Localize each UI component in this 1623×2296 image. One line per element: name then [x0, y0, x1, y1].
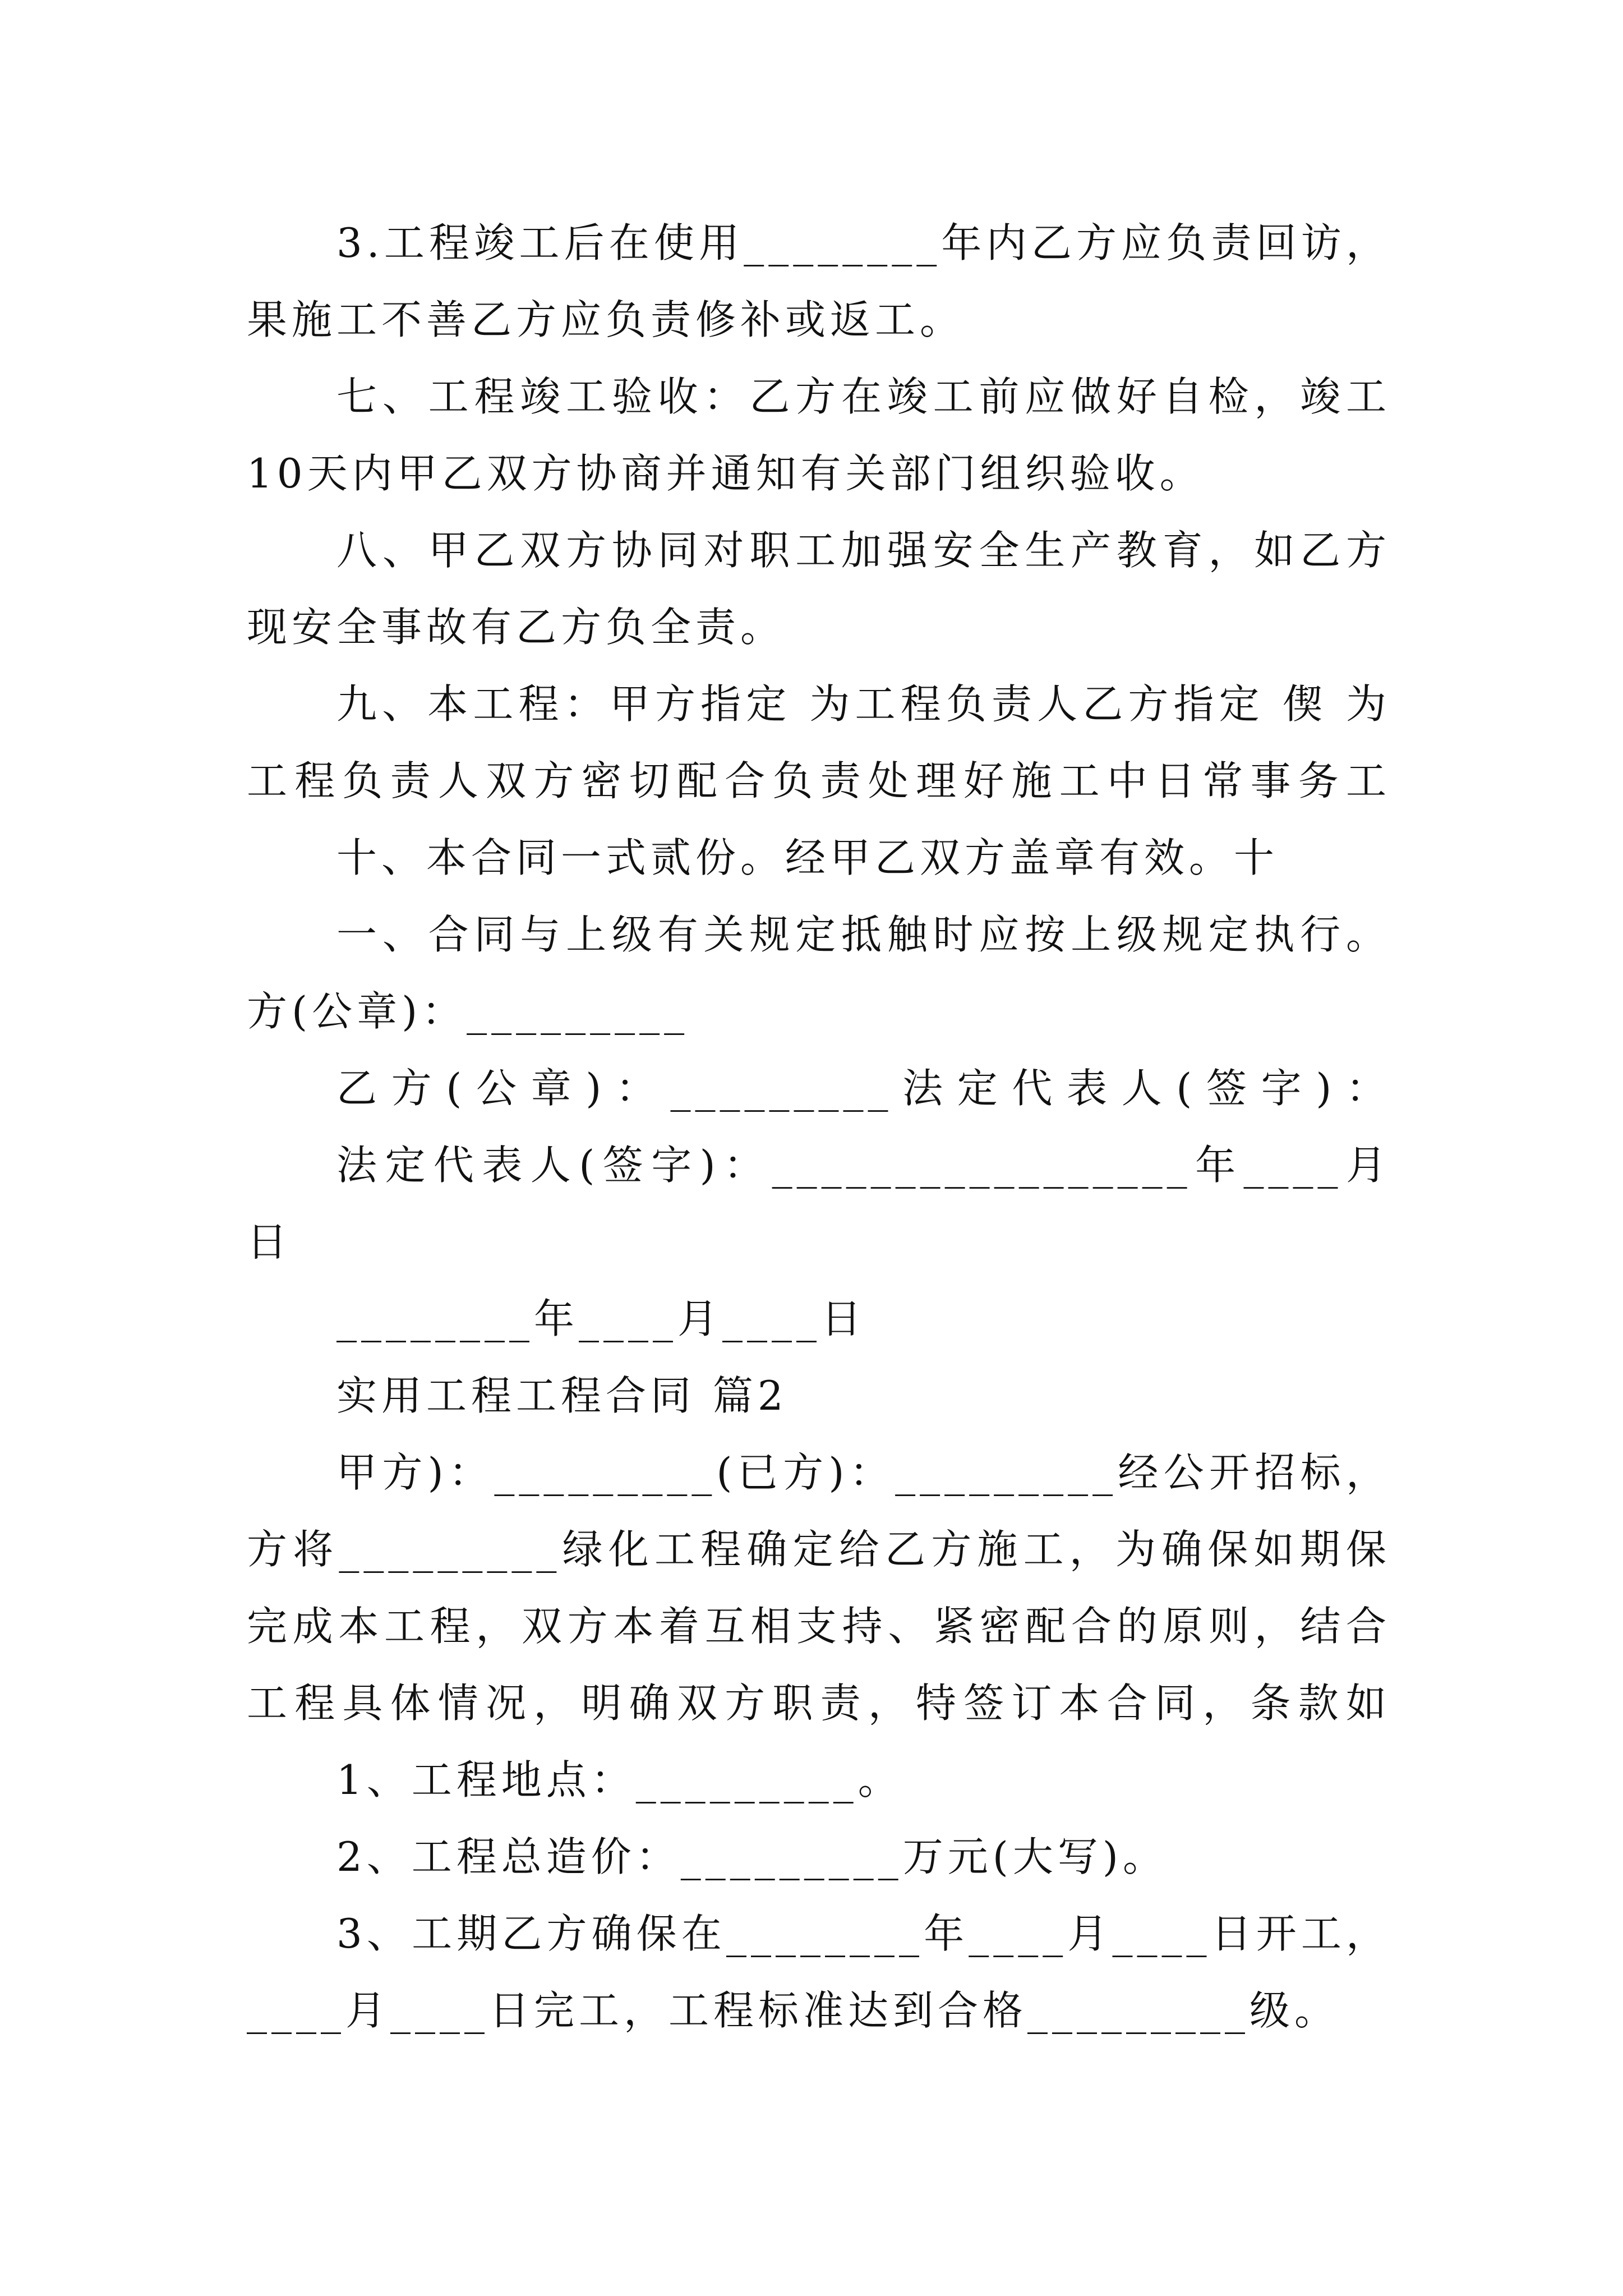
- text-line: 方将_________绿化工程确定给乙方施工，为确保如期保: [247, 1526, 1391, 1573]
- text-line: 完成本工程，双方本着互相支持、紧密配合的原则，结合: [247, 1603, 1391, 1650]
- text-line: 九、本工程：甲方指定 为工程负责人乙方指定 偰 为: [336, 680, 1391, 728]
- text-line: ________年____月____日: [336, 1295, 866, 1342]
- text-line: 十、本合同一式贰份。经甲乙双方盖章有效。十: [336, 834, 1279, 881]
- text-line: 3、工期乙方确保在________年____月____日开工，: [336, 1910, 1391, 1957]
- text-line: 2、工程总造价：_________万元(大写)。: [336, 1833, 1168, 1880]
- text-line: 法定代表人(签字)：_________________年____月: [336, 1142, 1391, 1189]
- text-line: 10天内甲乙双方协商并通知有关部门组织验收。: [247, 450, 1205, 497]
- text-line: 日: [247, 1218, 292, 1266]
- text-line: 工程具体情况，明确双方职责，特签订本合同，条款如: [247, 1680, 1391, 1727]
- text-line: 3.工程竣工后在使用________年内乙方应负责回访，: [336, 219, 1391, 266]
- text-line: 工程负责人双方密切配合负责处理好施工中日常事务工: [247, 757, 1391, 804]
- text-line: ____月____日完工，工程标准达到合格_________级。: [247, 1987, 1340, 2034]
- text-line: 一、合同与上级有关规定抵触时应按上级规定执行。: [336, 911, 1391, 958]
- text-line: 乙方(公章)：_________法定代表人(签字)：: [336, 1065, 1391, 1112]
- text-line: 甲方)：_________(已方)：_________经公开招标，: [336, 1449, 1391, 1496]
- text-line: 方(公章)：_________: [247, 988, 689, 1035]
- section-heading: 实用工程工程合同 篇2: [336, 1372, 788, 1419]
- text-line: 现安全事故有乙方负全责。: [247, 604, 786, 651]
- text-line: 果施工不善乙方应负责修补或返工。: [247, 296, 965, 343]
- text-line: 八、甲乙双方协同对职工加强安全生产教育，如乙方: [336, 527, 1391, 574]
- text-line: 1、工程地点：_________。: [336, 1756, 903, 1803]
- text-line: 七、工程竣工验收：乙方在竣工前应做好自检，竣工: [336, 373, 1391, 420]
